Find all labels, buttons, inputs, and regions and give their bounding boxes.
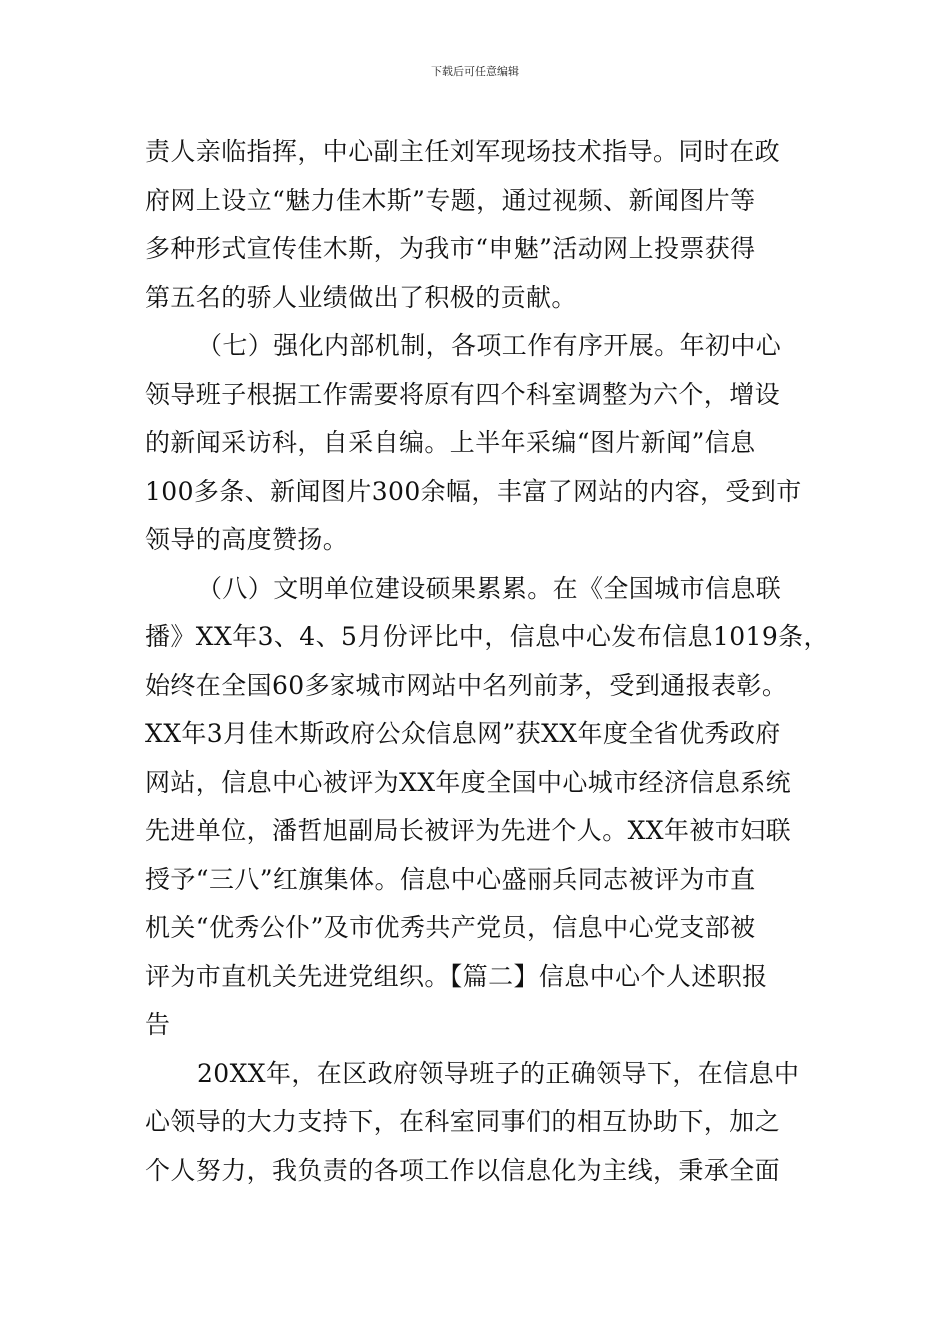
text-line: 的新闻采访科，自采自编。上半年采编“图片新闻”信息 xyxy=(145,428,756,457)
text-line: XX年3月佳木斯政府公众信息网”获XX年度全省优秀政府 xyxy=(145,719,781,748)
paragraph-start-line: （七）强化内部机制，各项工作有序开展。年初中心 xyxy=(197,331,782,360)
text-line: 100多条、新闻图片300余幅，丰富了网站的内容，受到市 xyxy=(145,476,802,506)
text-line: 府网上设立“魅力佳木斯”专题，通过视频、新闻图片等 xyxy=(145,185,756,215)
text-line: 多种形式宣传佳木斯，为我市“申魅”活动网上投票获得 xyxy=(145,234,756,263)
document-body xyxy=(145,128,835,1195)
text-line: 第五名的骄人业绩做出了积极的贡献。 xyxy=(145,282,577,312)
text-line: 心领导的大力支持下，在科室同事们的相互协助下，加之 xyxy=(145,1107,781,1136)
paragraph-start-line: 20XX年，在区政府领导班子的正确领导下，在信息中 xyxy=(197,1058,800,1088)
text-line: 领导的高度赞扬。 xyxy=(145,525,349,554)
page-header: 下载后可任意编辑 xyxy=(431,65,519,78)
paragraph-start-line: （八）文明单位建设硕果累累。在《全国城市信息联 xyxy=(197,573,782,603)
text-line: 机关“优秀公仆”及市优秀共产党员，信息中心党支部被 xyxy=(145,913,756,942)
text-line: 评为市直机关先进党组织。【篇二】信息中心个人述职报 xyxy=(145,961,768,991)
text-line: 始终在全国60多家城市网站中名列前茅，受到通报表彰。 xyxy=(145,670,788,700)
text-line: 网站，信息中心被评为XX年度全国中心城市经济信息系统 xyxy=(145,767,791,797)
text-line: 先进单位，潘哲旭副局长被评为先进个人。XX年被市妇联 xyxy=(145,816,791,845)
text-line: 告 xyxy=(145,1010,171,1039)
text-line: 播》XX年3、4、5月份评比中，信息中心发布信息1019条， xyxy=(145,622,829,651)
text-line: 授予“三八”红旗集体。信息中心盛丽兵同志被评为市直 xyxy=(145,864,756,894)
text-line: 领导班子根据工作需要将原有四个科室调整为六个，增设 xyxy=(145,379,781,409)
text-line: 责人亲临指挥，中心副主任刘军现场技术指导。同时在政 xyxy=(145,137,781,166)
text-line: 个人努力，我负责的各项工作以信息化为主线，秉承全面 xyxy=(145,1155,781,1185)
